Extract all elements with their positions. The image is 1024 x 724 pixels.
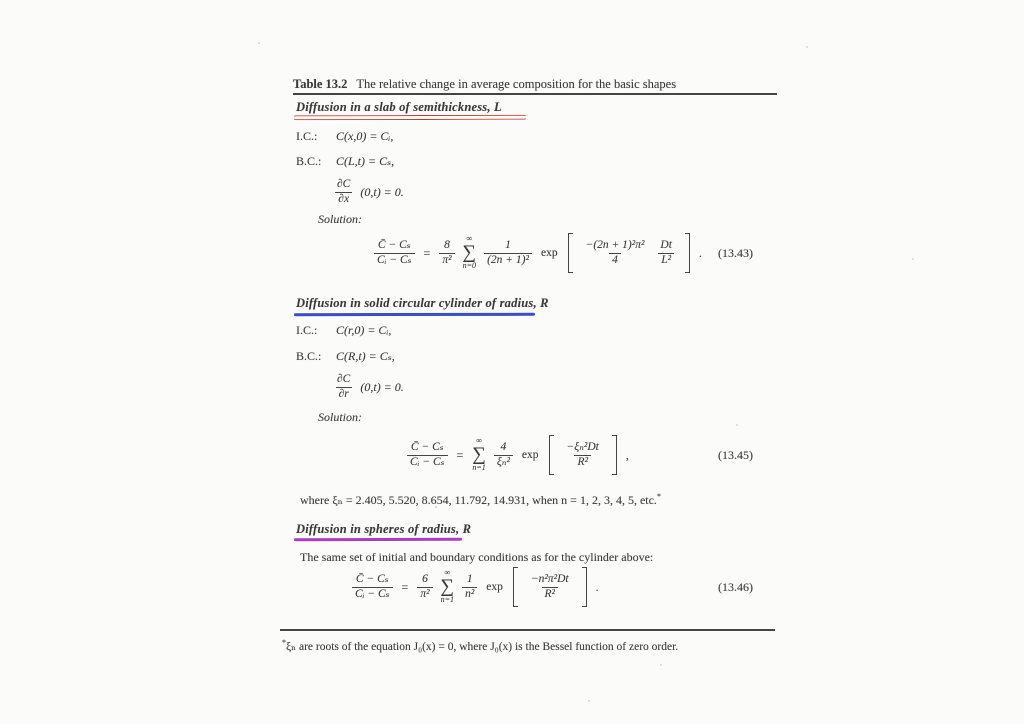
slab-boundary-condition [296,154,394,169]
footnote-marker: * [656,492,661,501]
exponent-fraction: $\frac{\text{−n²π²Dt}}{\text{R²}}$ [530,572,569,600]
sphere-intro-text: The same set of initial and boundary conditions as for the cylinder above: [300,550,654,564]
equation-13-45 [407,432,629,478]
ic-label: I.C.: [296,323,318,337]
exponent-fraction-2: $\frac{Dt}{\text{L²}}$ [657,239,675,268]
exponent-fraction-1: $\frac{\text{−(2n + 1)²π²}}{4}$ [585,238,645,266]
slab-solution-label: Solution: [318,212,362,226]
partial-derivative-args: (0,t) = 0. [360,379,404,394]
cylinder-solution-label: Solution: [318,410,362,424]
bracket-right [685,233,690,273]
cylinder-boundary-condition [296,349,395,364]
exponent-fraction: $\frac{\text{−ξₙ²Dt}}{\text{R²}}$ [566,440,599,468]
footnote [282,638,678,653]
scan-speck [258,42,260,44]
scan-speck [588,700,590,702]
exp-argument-bracket [567,233,691,273]
cylinder-neumann-condition [334,368,404,406]
lhs-fraction: $\frac{\text{C̄ − Cₛ}}{\text{Cᵢ − Cₛ}}$ [352,573,393,602]
series-term-fraction: $\frac{1}{\text{(2n + 1)²}}$ [484,239,532,268]
slab-heading-underline-red [294,115,526,120]
ic-equation: C(r,0) = Cᵢ, [336,323,392,337]
bc-label: B.C.: [296,349,322,363]
summation-symbol: ∞ ∑ n=0 [462,234,477,271]
exp-operator: exp [521,449,539,461]
series-term-fraction: $\frac{1}{\text{n²}}$ [462,573,477,602]
coefficient-fraction: $\frac{8}{\text{π²}}$ [439,239,454,268]
sphere-heading: Diffusion in spheres of radius, R [296,522,472,536]
series-term-fraction: $\frac{4}{\text{ξₙ²}}$ [494,441,513,470]
bracket-left [568,233,573,273]
equation-period: . [698,245,702,260]
slab-initial-condition [296,129,393,144]
ic-label: I.C.: [296,129,318,143]
sphere-heading-underline-purple [294,538,462,542]
bc-label: B.C.: [296,154,322,168]
slab-neumann-condition [334,173,404,211]
cylinder-heading-underline-blue [294,313,535,316]
exp-operator: exp [540,247,558,259]
bracket-right [582,567,587,607]
cylinder-heading: Diffusion in solid circular cylinder of radius, R [296,296,549,310]
table-bottom-rule [280,629,775,631]
equation-number-13-45: (13.45) [718,448,753,462]
equation-13-46 [352,564,599,610]
summation-symbol: ∞ ∑ n=1 [472,436,486,473]
equation-comma: , [625,447,629,462]
scan-speck [912,258,914,260]
equation-13-43 [374,230,702,276]
lhs-fraction: $\frac{\text{C̄ − Cₛ}}{\text{Cᵢ − Cₛ}}$ [407,441,448,470]
equals-sign: = [456,447,464,462]
partial-derivative-fraction: $\frac{\partial C}{\partial x}$ [337,177,351,205]
bc-equation: C(R,t) = Cₛ, [336,349,395,363]
exp-argument-bracket [512,567,588,607]
scan-speck [435,506,437,508]
table-caption: The relative change in average composition for the basic shapes [356,77,677,91]
slab-heading: Diffusion in a slab of semithickness, L [296,100,502,114]
partial-derivative-fraction: $\frac{\partial C}{\partial r}$ [337,372,351,400]
equation-period: . [595,579,599,594]
lhs-fraction: $\frac{\text{C̄ − Cₛ}}{\text{Cᵢ − Cₛ}}$ [374,239,415,268]
bc-equation: C(L,t) = Cₛ, [336,154,395,168]
ic-equation: C(x,0) = Cᵢ, [336,129,394,143]
bracket-left [549,435,554,475]
equation-number-13-43: (13.43) [718,246,753,260]
coefficient-fraction: $\frac{6}{\text{π²}}$ [417,573,432,602]
footnote-marker: * [282,638,286,647]
bracket-right [612,435,617,475]
footnote-text: ξₙ are roots of the equation J₀(x) = 0, where J₀(x) is the Bessel function of zero order. [286,640,679,653]
cylinder-initial-condition [296,323,391,338]
scan-speck [660,664,662,666]
table-number: Table 13.2 [293,77,348,91]
equals-sign: = [423,245,431,260]
summation-symbol: ∞ ∑ n=1 [440,568,455,605]
exp-operator: exp [486,581,503,593]
partial-derivative-args: (0,t) = 0. [360,184,404,199]
equals-sign: = [401,579,409,594]
xi-roots-note: where ξₙ = 2.405, 5.520, 8.654, 11.792, 14.931, when n = 1, 2, 3, 4, 5, etc.* [300,492,661,507]
table-top-rule [293,93,777,95]
scan-speck [806,46,808,48]
bracket-left [513,567,518,607]
table-title [293,77,676,92]
exp-argument-bracket [548,435,618,475]
scan-speck [736,424,738,426]
equation-number-13-46: (13.46) [718,580,753,594]
